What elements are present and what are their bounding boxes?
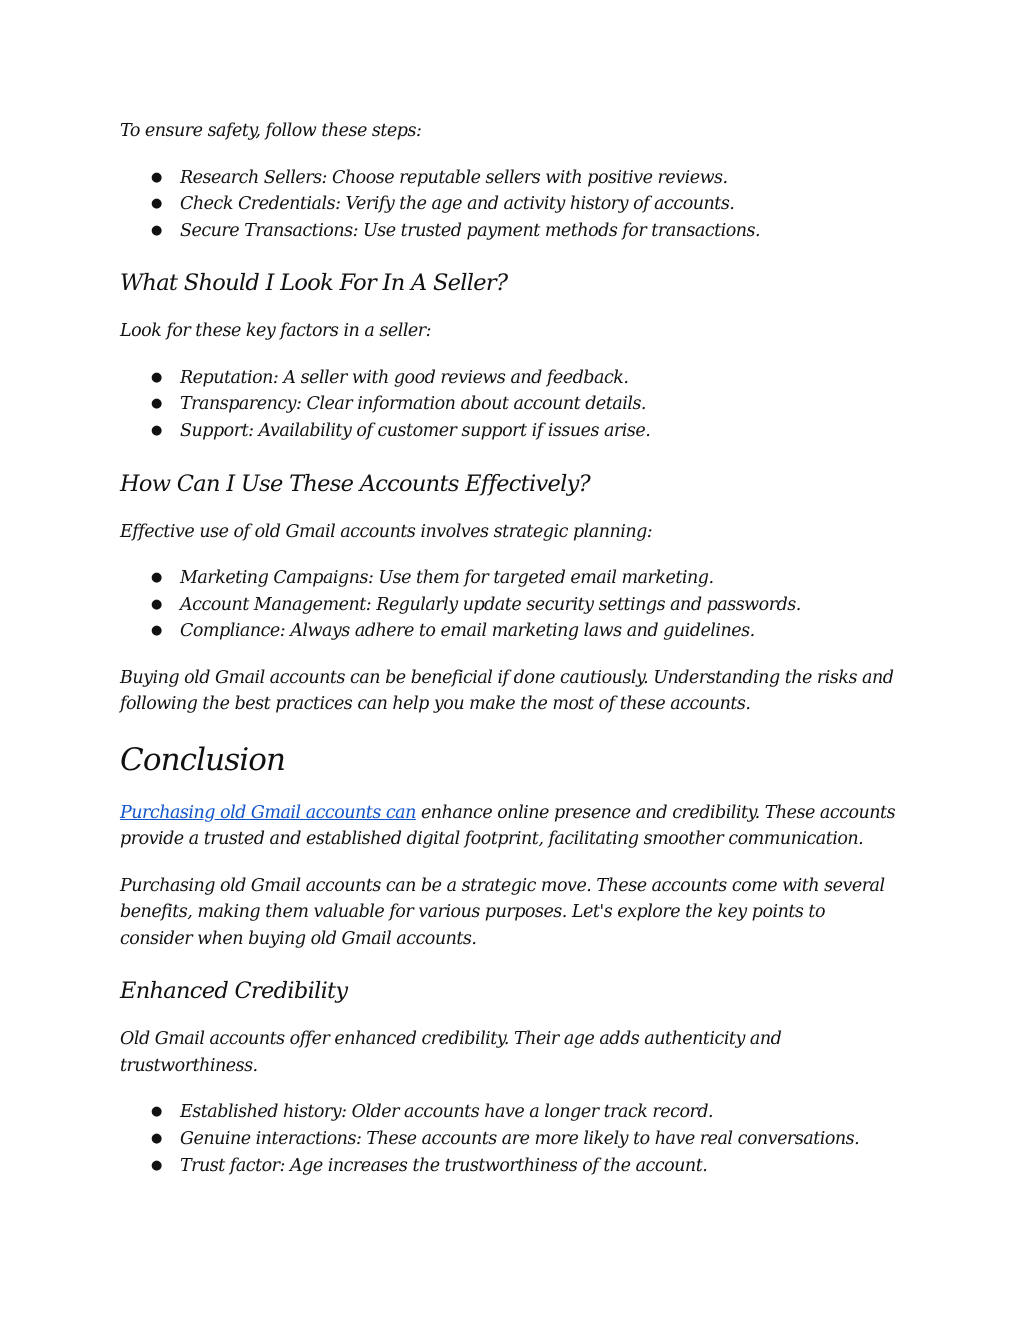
document-page <box>120 118 900 1179</box>
purchase-link[interactable]: Purchasing old Gmail accounts can <box>120 802 416 823</box>
conclusion-paragraph-2: Purchasing old Gmail accounts can be a strategic move. These accounts come with several benefits, making them valuable for various purposes. Let's explore the key points to consider when buying old Gmail accounts. <box>120 875 885 949</box>
list-item: ● Transparency: Clear information about account details. <box>120 391 900 418</box>
list-item: ● Reputation: A seller with good reviews and feedback. <box>120 365 900 392</box>
bullet-icon: ● <box>151 169 162 185</box>
list-item: ● Research Sellers: Choose reputable sellers with positive reviews. <box>120 165 900 192</box>
list-item: ● Trust factor: Age increases the trustworthiness of the account. <box>120 1153 900 1180</box>
bullet-icon: ● <box>151 369 162 385</box>
bullet-icon: ● <box>151 422 162 438</box>
list-item: ● Genuine interactions: These accounts are more likely to have real conversations. <box>120 1126 900 1153</box>
bullet-icon: ● <box>151 596 162 612</box>
intro-paragraph: To ensure safety, follow these steps: <box>120 121 422 141</box>
credibility-list <box>120 1099 900 1179</box>
credibility-heading: Enhanced Credibility <box>120 978 348 1005</box>
seller-heading: What Should I Look For In A Seller? <box>120 270 508 297</box>
list-item: ● Secure Transactions: Use trusted payment methods for transactions. <box>120 218 900 245</box>
usage-paragraph: Effective use of old Gmail accounts involves strategic planning: <box>120 521 653 542</box>
usage-summary: Buying old Gmail accounts can be beneficial if done cautiously. Understanding the risks and following the best practices can help you make the most of these accounts. <box>120 667 894 715</box>
seller-factors-list <box>120 365 900 445</box>
usage-heading: How Can I Use These Accounts Effectively? <box>120 470 590 497</box>
bullet-icon: ● <box>151 1104 162 1120</box>
conclusion-heading: Conclusion <box>120 741 286 778</box>
list-item: ● Account Management: Regularly update security settings and passwords. <box>120 592 900 619</box>
usage-list <box>120 565 900 645</box>
bullet-icon: ● <box>151 570 162 586</box>
bullet-icon: ● <box>151 1157 162 1173</box>
list-item: ● Support: Availability of customer support if issues arise. <box>120 418 900 445</box>
credibility-paragraph: Old Gmail accounts offer enhanced credibility. Their age adds authenticity and trustworthiness. <box>120 1029 782 1076</box>
bullet-icon: ● <box>151 196 162 212</box>
bullet-icon: ● <box>151 396 162 412</box>
list-item: ● Compliance: Always adhere to email marketing laws and guidelines. <box>120 618 900 645</box>
list-item: ● Established history: Older accounts have a longer track record. <box>120 1099 900 1126</box>
list-item: ● Check Credentials: Verify the age and activity history of accounts. <box>120 191 900 218</box>
bullet-icon: ● <box>151 222 162 238</box>
seller-paragraph: Look for these key factors in a seller: <box>120 321 432 342</box>
bullet-icon: ● <box>151 1130 162 1146</box>
conclusion-paragraph: Purchasing old Gmail accounts can enhance online presence and credibility. These accounts provide a trusted and established digital footprint, facilitating smoother communication. <box>120 802 896 850</box>
bullet-icon: ● <box>151 623 162 639</box>
list-item: ● Marketing Campaigns: Use them for targeted email marketing. <box>120 565 900 592</box>
safety-steps-list <box>120 165 900 245</box>
